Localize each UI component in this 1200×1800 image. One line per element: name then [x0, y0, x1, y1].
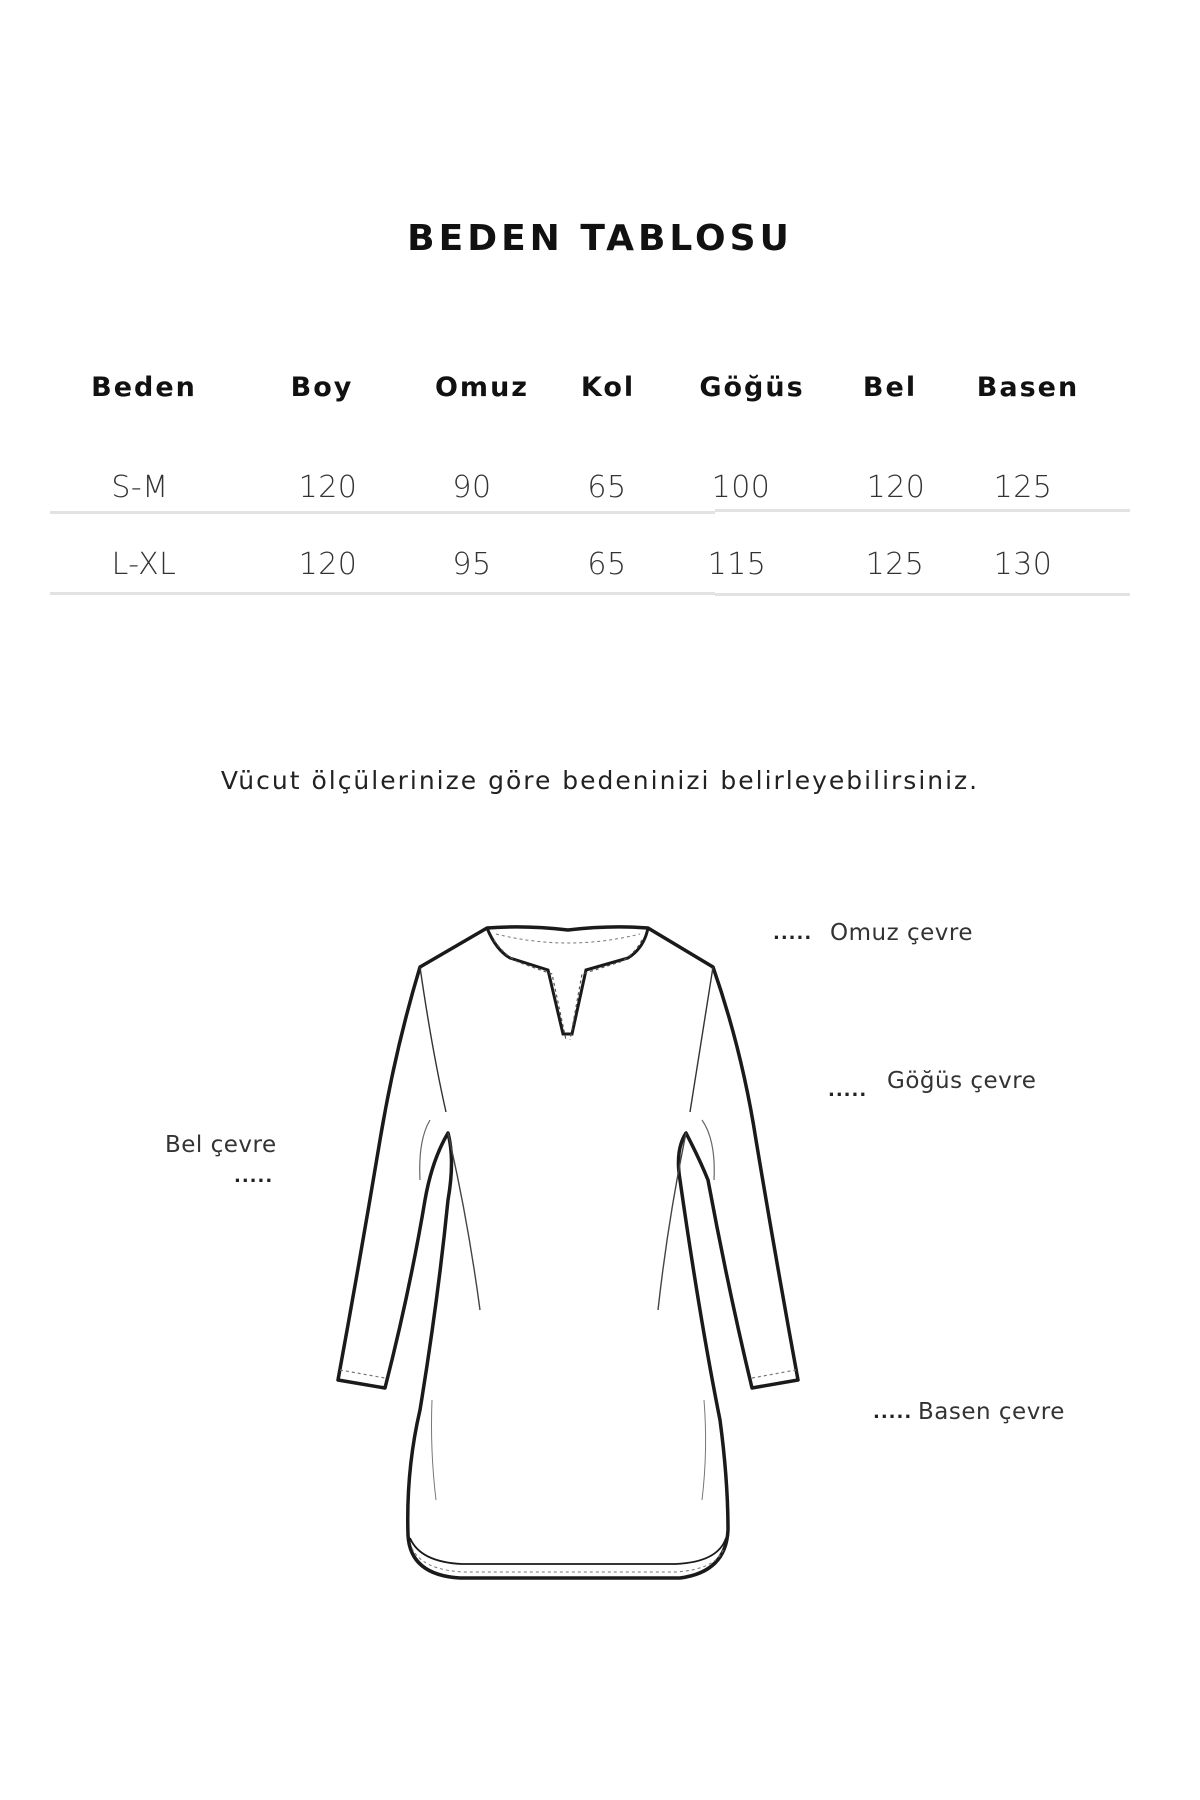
header-gogus: Göğüs	[699, 372, 805, 403]
table-cell: 115	[707, 547, 767, 582]
table-cell: 120	[866, 470, 926, 505]
label-basen: Basen çevre	[918, 1399, 1065, 1425]
header-kol: Kol	[580, 372, 636, 403]
table-cell: 95	[452, 547, 492, 582]
table-cell: L-XL	[111, 547, 177, 582]
label-bel: Bel çevre	[165, 1132, 277, 1158]
header-beden: Beden	[91, 372, 197, 403]
omuz-dots: .....	[773, 923, 813, 944]
table-cell: 120	[298, 470, 358, 505]
bel-dots: .....	[234, 1166, 274, 1187]
label-omuz: Omuz çevre	[830, 920, 973, 946]
table-cell: 130	[993, 547, 1053, 582]
table-cell: 125	[865, 547, 925, 582]
header-basen: Basen	[976, 372, 1080, 403]
header-boy: Boy	[290, 372, 354, 403]
instruction-text: Vücut ölçülerinize göre bedeninizi belirleyebilirsiniz.	[220, 766, 980, 795]
label-gogus: Göğüs çevre	[887, 1068, 1037, 1094]
header-omuz: Omuz	[434, 372, 530, 403]
table-cell: 65	[587, 470, 627, 505]
page-title: BEDEN TABLOSU	[407, 218, 793, 259]
table-cell: 125	[993, 470, 1053, 505]
table-cell: S-M	[111, 470, 169, 505]
table-cell: 100	[711, 470, 771, 505]
table-cell: 120	[298, 547, 358, 582]
tunic-outline	[338, 927, 798, 1578]
basen-dots: .....	[873, 1402, 913, 1423]
gogus-dots: .....	[828, 1080, 868, 1101]
table-cell: 65	[587, 547, 627, 582]
header-bel: Bel	[862, 372, 918, 403]
table-cell: 90	[452, 470, 492, 505]
